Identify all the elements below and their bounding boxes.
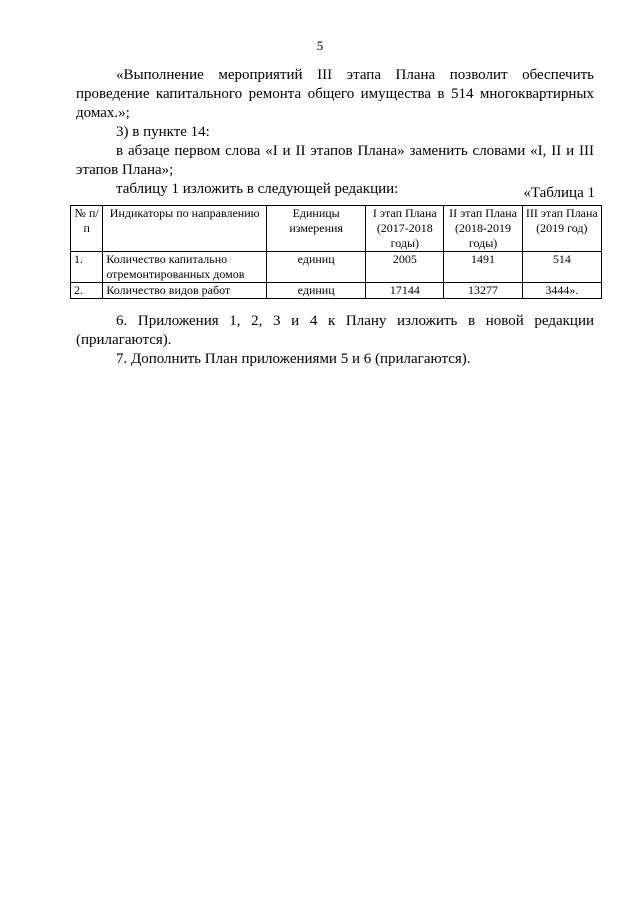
page-number: 5 <box>316 38 324 53</box>
table-header-row <box>71 206 602 252</box>
row-unit: единиц <box>267 283 366 299</box>
row-stage-2-value: 13277 <box>444 283 522 299</box>
row-stage-1-value: 17144 <box>366 283 444 299</box>
row-number: 1. <box>71 252 103 283</box>
row-stage-2-value: 1491 <box>444 252 522 283</box>
paragraph-stage3-outcome: «Выполнение мероприятий III этапа Плана позволит обеспечить проведение капитального ремонта общего имущества в 514 многоквартирных домах.»; <box>76 67 594 121</box>
row-indicator: Количество видов работ <box>103 283 267 299</box>
row-stage-3-value: 3444». <box>522 283 601 299</box>
row-unit: единиц <box>267 252 366 283</box>
row-stage-3-value: 514 <box>522 252 601 283</box>
row-indicator: Количество капитально отремонтированных домов <box>103 252 267 283</box>
row-stage-1-value: 2005 <box>366 252 444 283</box>
header-stage-3: III этап Плана (2019 год) <box>522 206 601 252</box>
paragraph-table-intro: таблицу 1 изложить в следующей редакции: <box>116 181 399 197</box>
paragraph-appendices-5-6: 7. Дополнить План приложениями 5 и 6 (прилагаются). <box>116 351 471 367</box>
document-body-bottom <box>76 312 594 369</box>
table-row <box>71 283 602 299</box>
header-units: Единицы измерения <box>267 206 366 252</box>
header-indicators: Индикаторы по направлению <box>103 206 267 252</box>
paragraph-replace-words: в абзаце первом слова «I и II этапов Плана» заменить словами «I, II и III этапов Плана»; <box>76 143 594 178</box>
header-number: № п/п <box>71 206 103 252</box>
header-stage-2: II этап Плана (2018-2019 годы) <box>444 206 522 252</box>
document-body-top <box>76 66 594 199</box>
row-number: 2. <box>71 283 103 299</box>
header-stage-1: I этап Плана (2017-2018 годы) <box>366 206 444 252</box>
table-row <box>71 252 602 283</box>
paragraph-item-14: 3) в пункте 14: <box>116 124 210 140</box>
paragraph-appendices-1-4: 6. Приложения 1, 2, 3 и 4 к Плану изложить в новой редакции (прилагаются). <box>76 313 594 348</box>
table-caption: «Таблица 1 <box>523 185 595 201</box>
indicators-table <box>70 205 602 299</box>
